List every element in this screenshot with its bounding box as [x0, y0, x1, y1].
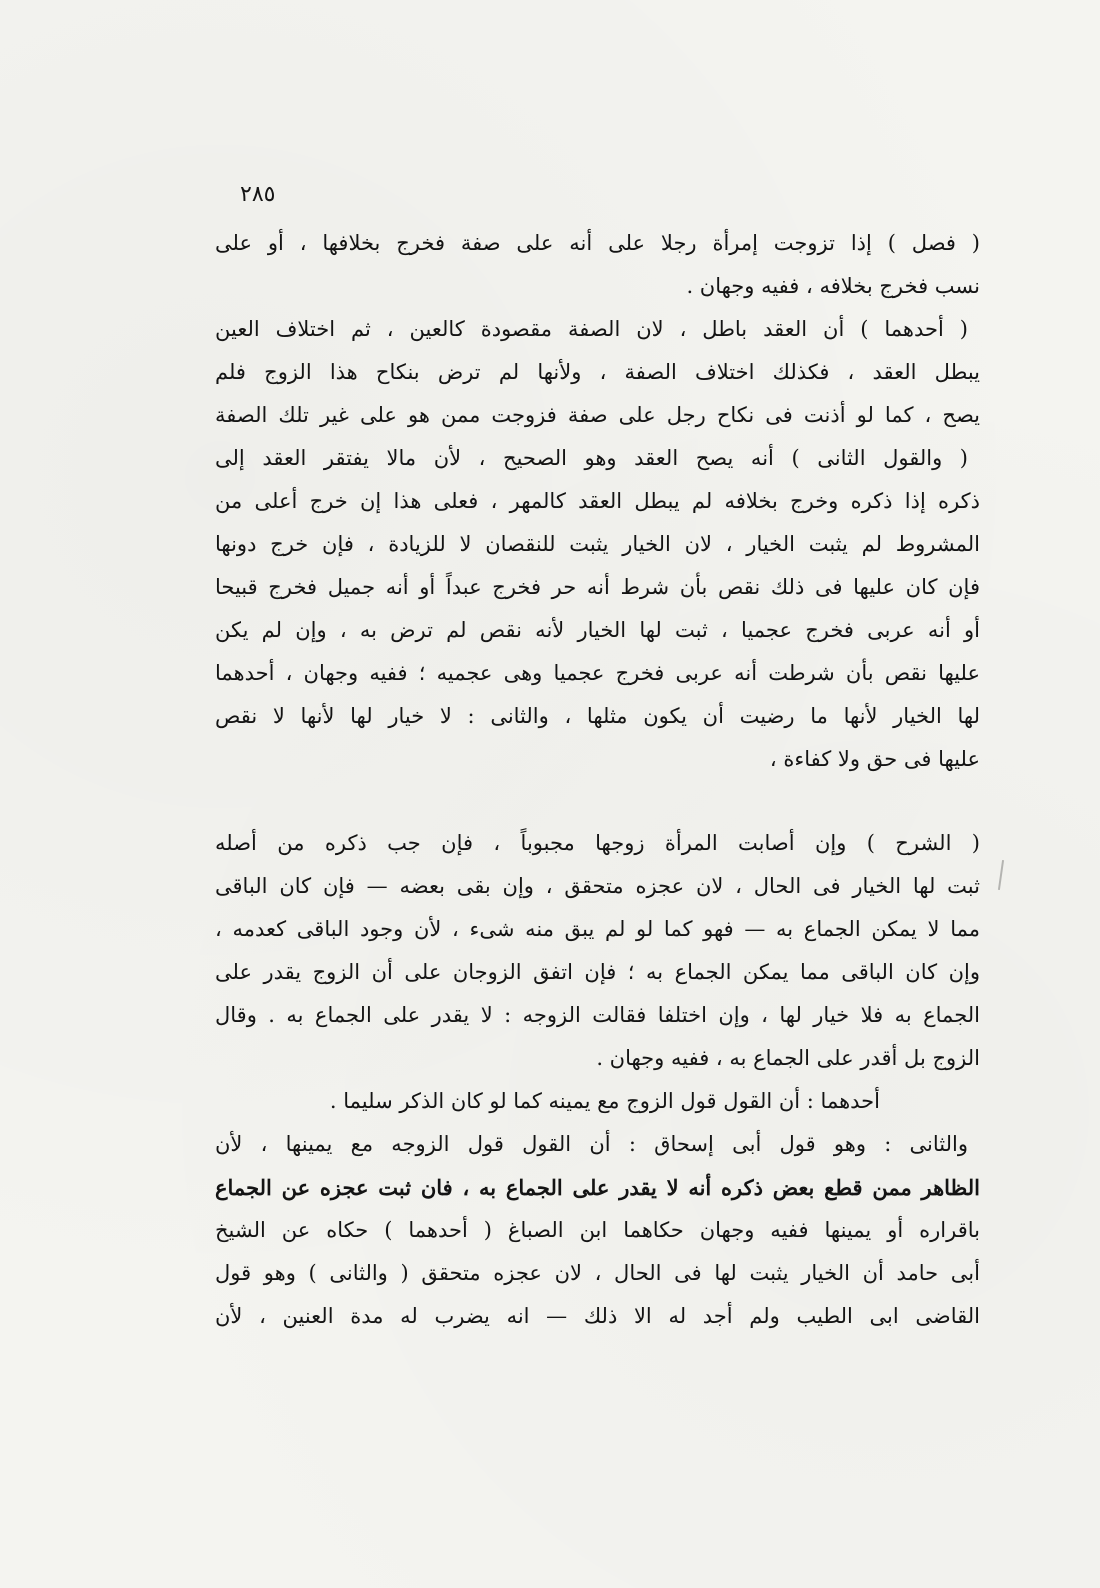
text-line: وإن كان الباقى مما يمكن الجماع به ؛ فإن اتفق الزوجان على أن الزوج يقدر على	[215, 960, 980, 984]
text-line: الظاهر ممن قطع بعض ذكره أنه لا يقدر على الجماع به ، فان ثبت عجزه عن الجماع	[215, 1175, 980, 1200]
text-line: مما لا يمكن الجماع به — فهو كما لو لم يبق منه شىء ، لأن وجود الباقى كعدمه ،	[215, 917, 980, 941]
text-line: والثانى : وهو قول أبى إسحاق : أن القول قول الزوجه مع يمينها ، لأن	[215, 1132, 968, 1156]
text-line: ذكره إذا ذكره وخرج بخلافه لم يبطل العقد كالمهر ، فعلى هذا إن خرج أعلى من	[215, 489, 980, 513]
text-line: باقراره أو يمينها ففيه وجهان حكاهما ابن الصباغ ( أحدهما ) حكاه عن الشيخ	[215, 1218, 980, 1242]
text-line: الجماع به فلا خيار لها ، وإن اختلفا فقالت الزوجه : لا يقدر على الجماع به . وقال	[215, 1003, 980, 1027]
scan-artifact-mark	[998, 860, 1004, 890]
text-line: نسب فخرج بخلافه ، ففيه وجهان .	[686, 274, 980, 298]
text-line: ثبت لها الخيار فى الحال ، لان عجزه متحقق ، وإن بقى بعضه — فإن كان الباقى	[215, 874, 980, 898]
text-line: ( والقول الثانى ) أنه يصح العقد وهو الصحيح ، لأن مالا يفتقر العقد إلى	[215, 446, 968, 470]
text-line: لها الخيار لأنها ما رضيت أن يكون مثلها ، والثانى : لا خيار لها لأنها لا نقص	[215, 704, 980, 728]
text-line: المشروط لم يثبت الخيار ، لان الخيار يثبت للنقصان لا للزيادة ، فإن خرج دونها	[215, 532, 980, 556]
text-line: ( فصل ) إذا تزوجت إمرأة رجلا على أنه على صفة فخرج بخلافها ، أو على	[215, 231, 980, 255]
page-number: ٢٨٥	[240, 182, 276, 207]
section-sharh	[215, 822, 980, 1338]
text-line: أحدهما : أن القول قول الزوج مع يمينه كما لو كان الذكر سليما .	[329, 1089, 880, 1113]
text-line: عليها فى حق ولا كفاءة ،	[769, 747, 980, 771]
section-fasl	[215, 222, 980, 781]
text-line: ( الشرح ) وإن أصابت المرأة زوجها مجبوباً ، فإن جب ذكره من أصله	[215, 831, 980, 855]
text-line: عليها نقص بأن شرطت أنه عربى فخرج عجميا وهى عجميه ؛ ففيه وجهان ، أحدهما	[215, 661, 980, 685]
text-line: يبطل العقد ، فكذلك اختلاف الصفة ، ولأنها لم ترض بنكاح هذا الزوج فلم	[215, 360, 980, 384]
text-line: فإن كان عليها فى ذلك نقص بأن شرط أنه حر فخرج عبداً أو أنه جميل فخرج قبيحا	[215, 575, 980, 599]
text-line: أبى حامد أن الخيار يثبت لها فى الحال ، لان عجزه متحقق ( والثانى ) وهو قول	[215, 1261, 980, 1285]
text-line: يصح ، كما لو أذنت فى نكاح رجل على صفة فزوجت ممن هو على غير تلك الصفة	[215, 403, 980, 427]
text-line: القاضى ابى الطيب ولم أجد له الا ذلك — انه يضرب له مدة العنين ، لأن	[215, 1304, 980, 1328]
text-line: أو أنه عربى فخرج عجميا ، ثبت لها الخيار لأنه نقص لم ترض به ، وإن لم يكن	[215, 618, 980, 642]
text-line: الزوج بل أقدر على الجماع به ، ففيه وجهان .	[596, 1046, 980, 1070]
text-line: ( أحدهما ) أن العقد باطل ، لان الصفة مقصودة كالعين ، ثم اختلاف العين	[215, 317, 968, 341]
